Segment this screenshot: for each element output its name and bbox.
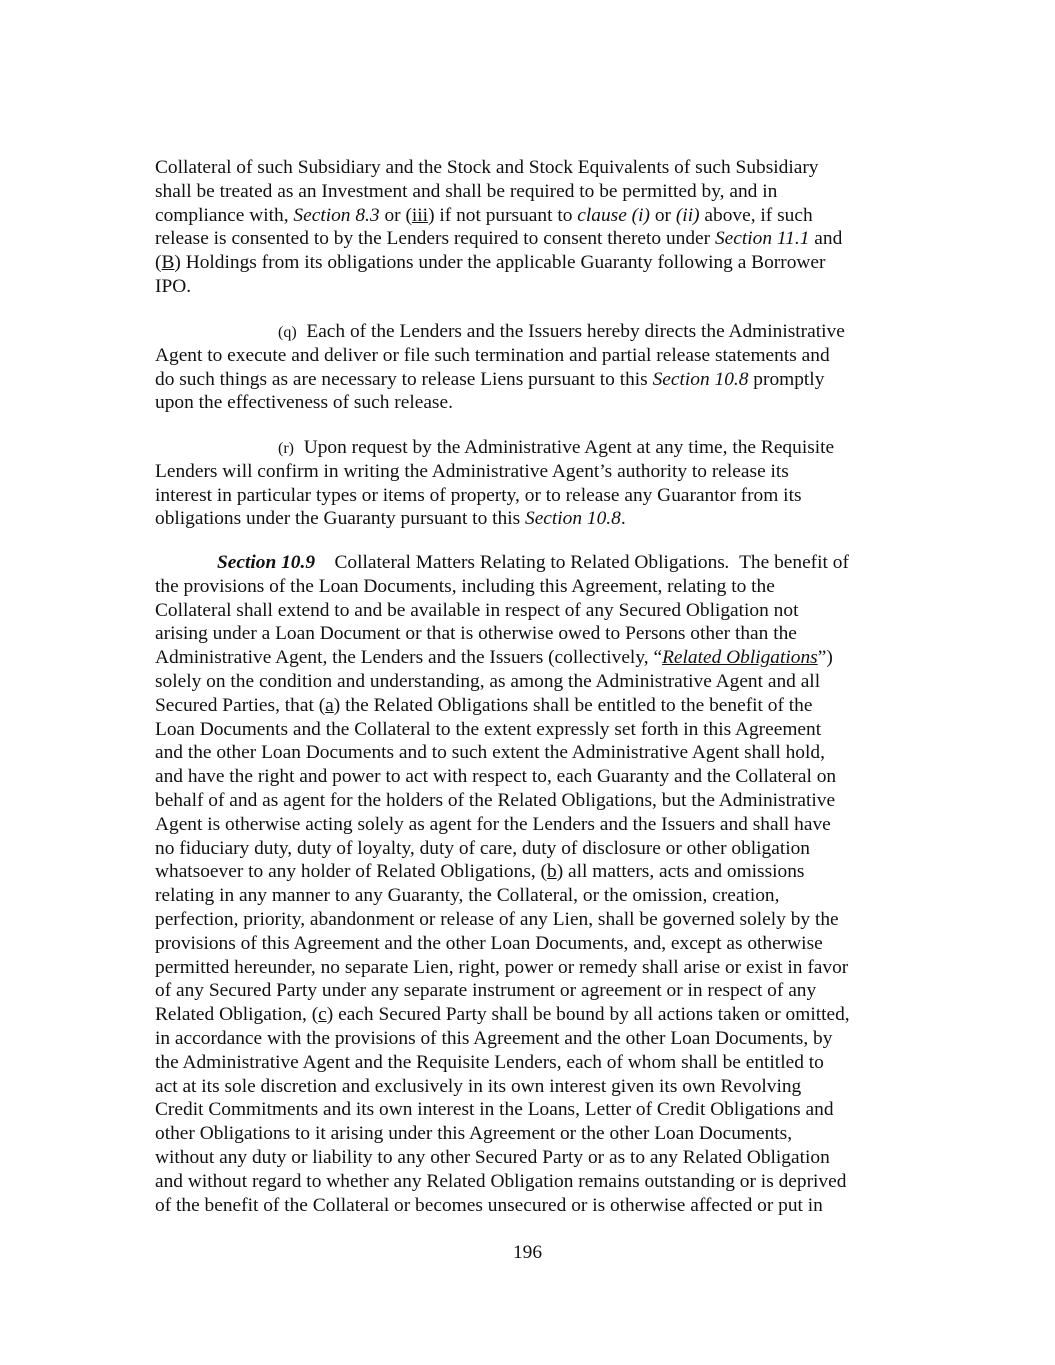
page-number: 196 <box>512 1242 543 1263</box>
text-line: behalf of and as agent for the holders of the Related Obligations, but the Administrative <box>155 789 836 811</box>
text-line: compliance with, Section 8.3 or (iii) if not pursuant to clause (i) or (ii) above, if such <box>155 204 813 226</box>
text-line: upon the effectiveness of such release. <box>155 392 453 414</box>
clause-letter: B <box>161 252 175 274</box>
text-line: Secured Parties, that (a) the Related Obligations shall be entitled to the benefit of the <box>155 694 813 716</box>
text-line: no fiduciary duty, duty of loyalty, duty of care, duty of disclosure or other obligation <box>155 837 811 859</box>
text-line: IPO. <box>155 275 192 297</box>
text-line: obligations under the Guaranty pursuant to this Section 10.8. <box>155 508 626 530</box>
clause-reference: (ii) <box>675 204 700 226</box>
text-line: solely on the condition and understanding, as among the Administrative Agent and all <box>155 670 821 692</box>
text-line: the Administrative Agent and the Requisite Lenders, each of whom shall be entitled to <box>155 1051 824 1073</box>
text-line: and the other Loan Documents and to such extent the Administrative Agent shall hold, <box>155 742 825 764</box>
text-line: (q) Each of the Lenders and the Issuers hereby directs the Administrative <box>278 321 845 342</box>
text-line: and have the right and power to act with respect to, each Guaranty and the Collateral on <box>155 766 837 788</box>
text-line: perfection, priority, abandonment or release of any Lien, shall be governed solely by the <box>155 908 839 930</box>
text-line: Collateral of such Subsidiary and the Stock and Stock Equivalents of such Subsidiary <box>155 157 819 178</box>
text-line: in accordance with the provisions of this Agreement and the other Loan Documents, by <box>155 1027 833 1049</box>
text-line: interest in particular types or items of property, or to release any Guarantor from its <box>155 484 802 506</box>
text-line: do such things as are necessary to release Liens pursuant to this Section 10.8 promptly <box>155 368 825 390</box>
section-reference: Section 10.8 <box>652 368 749 390</box>
text-line: whatsoever to any holder of Related Obligations, (b) all matters, acts and omissions <box>155 861 805 883</box>
text-line: arising under a Loan Document or that is otherwise owed to Persons other than the <box>155 623 797 645</box>
section-title: Collateral Matters Relating to Related Obligations <box>334 552 725 573</box>
text-line: Related Obligation, (c) each Secured Party shall be bound by all actions taken or omitted, <box>155 1004 850 1026</box>
section-reference: Section 11.1 <box>714 228 810 250</box>
paragraph-r <box>155 436 915 531</box>
text-line: shall be treated as an Investment and shall be required to be permitted by, and in <box>155 180 778 202</box>
text-line: Collateral shall extend to and be available in respect of any Secured Obligation not <box>155 599 799 621</box>
text-line: other Obligations to it arising under this Agreement or the other Loan Documents, <box>155 1123 793 1145</box>
text-line: relating in any manner to any Guaranty, the Collateral, or the omission, creation, <box>155 885 780 907</box>
text-line: permitted hereunder, no separate Lien, right, power or remedy shall arise or exist in favor <box>155 956 849 978</box>
text-line: release is consented to by the Lenders required to consent thereto under Section 11.1 and <box>155 228 843 250</box>
text-line: of the benefit of the Collateral or becomes unsecured or is otherwise affected or put in <box>155 1194 823 1216</box>
paragraph-label: (q) <box>278 324 297 341</box>
clause-letter: b <box>547 861 557 883</box>
paragraph-label: (r) <box>278 440 294 457</box>
text-line: Agent to execute and deliver or file such termination and partial release statements and <box>155 344 830 366</box>
clause-letter: c <box>318 1004 327 1026</box>
text-line: (r) Upon request by the Administrative Agent at any time, the Requisite <box>278 437 835 458</box>
text-line: Lenders will confirm in writing the Administrative Agent’s authority to release its <box>155 460 789 482</box>
text-line: the provisions of the Loan Documents, including this Agreement, relating to the <box>155 575 775 597</box>
text-line: Agent is otherwise acting solely as agent for the Lenders and the Issuers and shall have <box>155 813 831 835</box>
clause-numeral: iii <box>411 204 429 226</box>
text-line: Loan Documents and the Collateral to the extent expressly set forth in this Agreement <box>155 718 822 740</box>
text-line: Section 10.9 Collateral Matters Relating to Related Obligations. The benefit of <box>217 552 849 573</box>
text-line: without any duty or liability to any other Secured Party or as to any Related Obligation <box>155 1146 830 1168</box>
text-line: of any Secured Party under any separate instrument or agreement or in respect of any <box>155 980 817 1002</box>
clause-reference: clause (i) <box>577 204 650 226</box>
text-line: Credit Commitments and its own interest in the Loans, Letter of Credit Obligations and <box>155 1099 834 1121</box>
section-heading: Section 10.9 <box>217 552 316 573</box>
clause-letter: a <box>325 694 334 716</box>
text-line: Administrative Agent, the Lenders and the Issuers (collectively, “Related Obligations”) <box>155 647 833 669</box>
section-reference: Section 10.8 <box>525 508 621 530</box>
section-reference: Section 8.3 <box>293 204 380 226</box>
paragraph-p-continuation <box>155 156 915 299</box>
text-line: (B) Holdings from its obligations under the applicable Guaranty following a Borrower <box>155 252 826 274</box>
section-10-9 <box>155 551 915 1217</box>
text-line: act at its sole discretion and exclusively in its own interest given its own Revolving <box>155 1075 802 1097</box>
paragraph-q <box>155 320 915 415</box>
text-line: and without regard to whether any Related Obligation remains outstanding or is deprived <box>155 1170 847 1192</box>
defined-term: Related Obligations <box>662 647 818 669</box>
text-line: provisions of this Agreement and the other Loan Documents, and, except as otherwise <box>155 932 823 954</box>
